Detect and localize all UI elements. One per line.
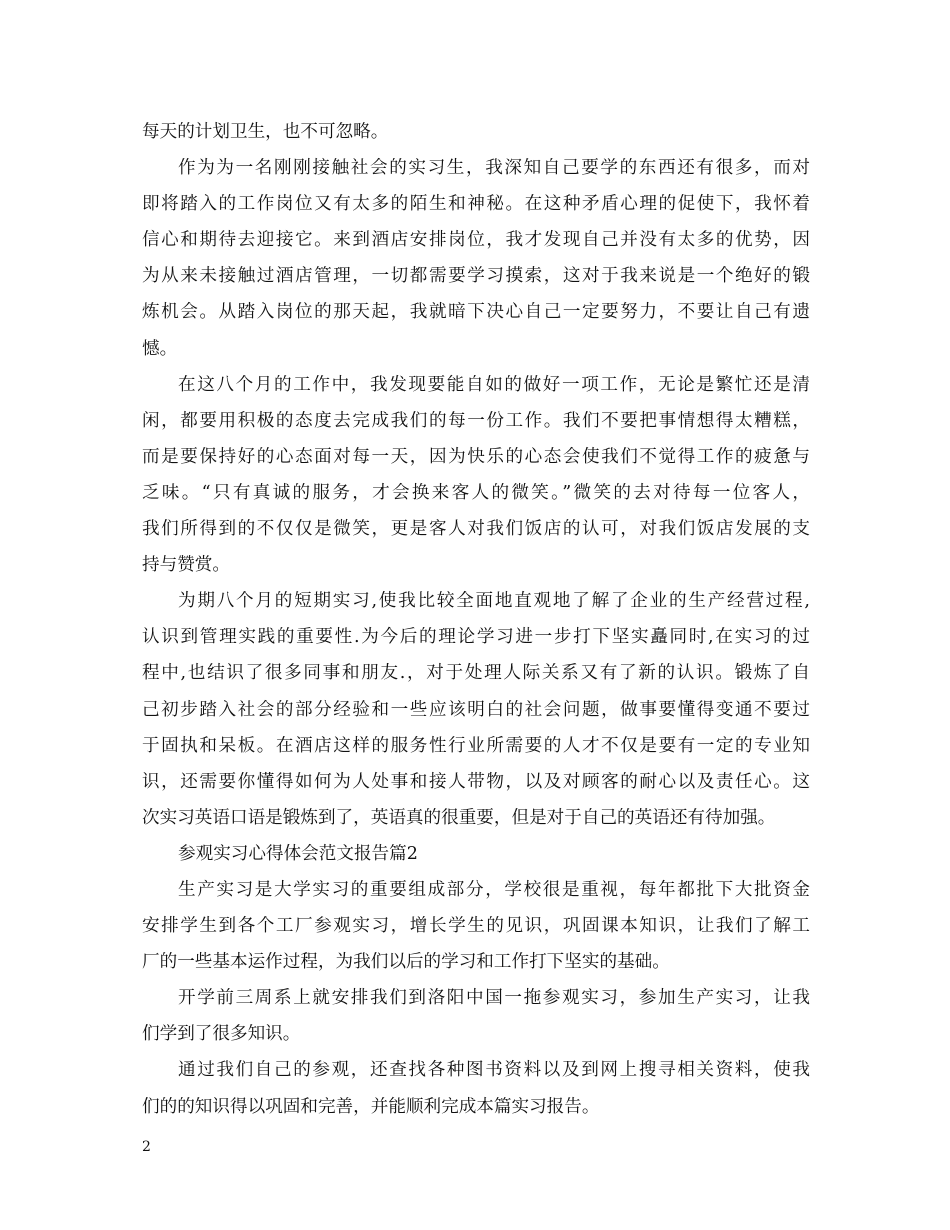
text-line: 安排学生到各个工厂参观实习，增长学生的见识，巩固课本知识，让我们了解工 bbox=[142, 916, 810, 937]
text-line: 开学前三周系上就安排我们到洛阳中国一拖参观实习，参加生产实习，让我 bbox=[178, 988, 810, 1009]
text-line: 持与赞赏。 bbox=[142, 555, 230, 576]
text-line: 次实习英语口语是锻炼到了，英语真的很重要，但是对于自己的英语还有待加强。 bbox=[142, 807, 776, 828]
text-line: 憾。 bbox=[142, 338, 178, 359]
text-line: 参观实习心得体会范文报告篇2 bbox=[178, 843, 418, 864]
text-line: 而是要保持好的心态面对每一天，因为快乐的心态会使我们不觉得工作的疲惫与 bbox=[142, 446, 810, 467]
text-line: 己初步踏入社会的部分经验和一些应该明白的社会问题，做事要懂得变通不要过 bbox=[142, 699, 810, 720]
paragraph bbox=[142, 583, 810, 836]
paragraph bbox=[142, 836, 810, 872]
text-line: 于固执和呆板。在酒店这样的服务性行业所需要的人才不仅是要有一定的专业知 bbox=[142, 735, 810, 756]
text-line: 识，还需要你懂得如何为人处事和接人带物，以及对顾客的耐心以及责任心。这 bbox=[142, 771, 810, 792]
text-line: 炼机会。从踏入岗位的那天起，我就暗下决心自己一定要努力，不要让自己有遗 bbox=[142, 302, 810, 323]
text-line: 乏味。“只有真诚的服务，才会换来客人的微笑。”微笑的去对待每一位客人， bbox=[142, 482, 810, 503]
text-line: 作为为一名刚刚接触社会的实习生，我深知自己要学的东西还有很多，而对 bbox=[178, 158, 810, 179]
paragraph bbox=[142, 1052, 810, 1124]
text-line: 们的的知识得以巩固和完善，并能顺利完成本篇实习报告。 bbox=[142, 1096, 600, 1117]
text-line: 为从来未接触过酒店管理，一切都需要学习摸索，这对于我来说是一个绝好的锻 bbox=[142, 266, 810, 287]
text-line: 信心和期待去迎接它。来到酒店安排岗位，我才发现自己并没有太多的优势，因 bbox=[142, 230, 810, 251]
text-line: 生产实习是大学实习的重要组成部分，学校很是重视，每年都批下大批资金 bbox=[178, 879, 810, 900]
text-line: 认识到管理实践的重要性.为今后的理论学习进一步打下坚实矗同时,在实习的过 bbox=[142, 627, 810, 648]
page-number: 2 bbox=[142, 1139, 151, 1155]
text-line: 程中,也结识了很多同事和朋友.，对于处理人际关系又有了新的认识。锻炼了自 bbox=[142, 663, 810, 684]
text-line: 在这八个月的工作中，我发现要能自如的做好一项工作，无论是繁忙还是清 bbox=[178, 374, 810, 395]
paragraph bbox=[142, 150, 810, 367]
text-line: 们学到了很多知识。 bbox=[142, 1024, 301, 1045]
paragraph bbox=[142, 872, 810, 980]
text-line: 即将踏入的工作岗位又有太多的陌生和神秘。在这种矛盾心理的促使下，我怀着 bbox=[142, 194, 810, 215]
text-line: 我们所得到的不仅仅是微笑，更是客人对我们饭店的认可，对我们饭店发展的支 bbox=[142, 519, 810, 540]
text-line: 闲，都要用积极的态度去完成我们的每一份工作。我们不要把事情想得太糟糕， bbox=[142, 410, 810, 431]
text-line: 为期八个月的短期实习,使我比较全面地直观地了解了企业的生产经营过程, bbox=[178, 591, 810, 612]
text-line: 每天的计划卫生，也不可忽略。 bbox=[142, 122, 389, 142]
text-line: 厂的一些基本运作过程，为我们以后的学习和工作打下坚实的基础。 bbox=[142, 952, 670, 973]
text-line: 通过我们自己的参观，还查找各种图书资料以及到网上搜寻相关资料，使我 bbox=[178, 1060, 810, 1081]
paragraph bbox=[142, 980, 810, 1052]
paragraph bbox=[142, 367, 810, 584]
paragraph bbox=[142, 114, 810, 150]
document-body bbox=[142, 114, 810, 1125]
